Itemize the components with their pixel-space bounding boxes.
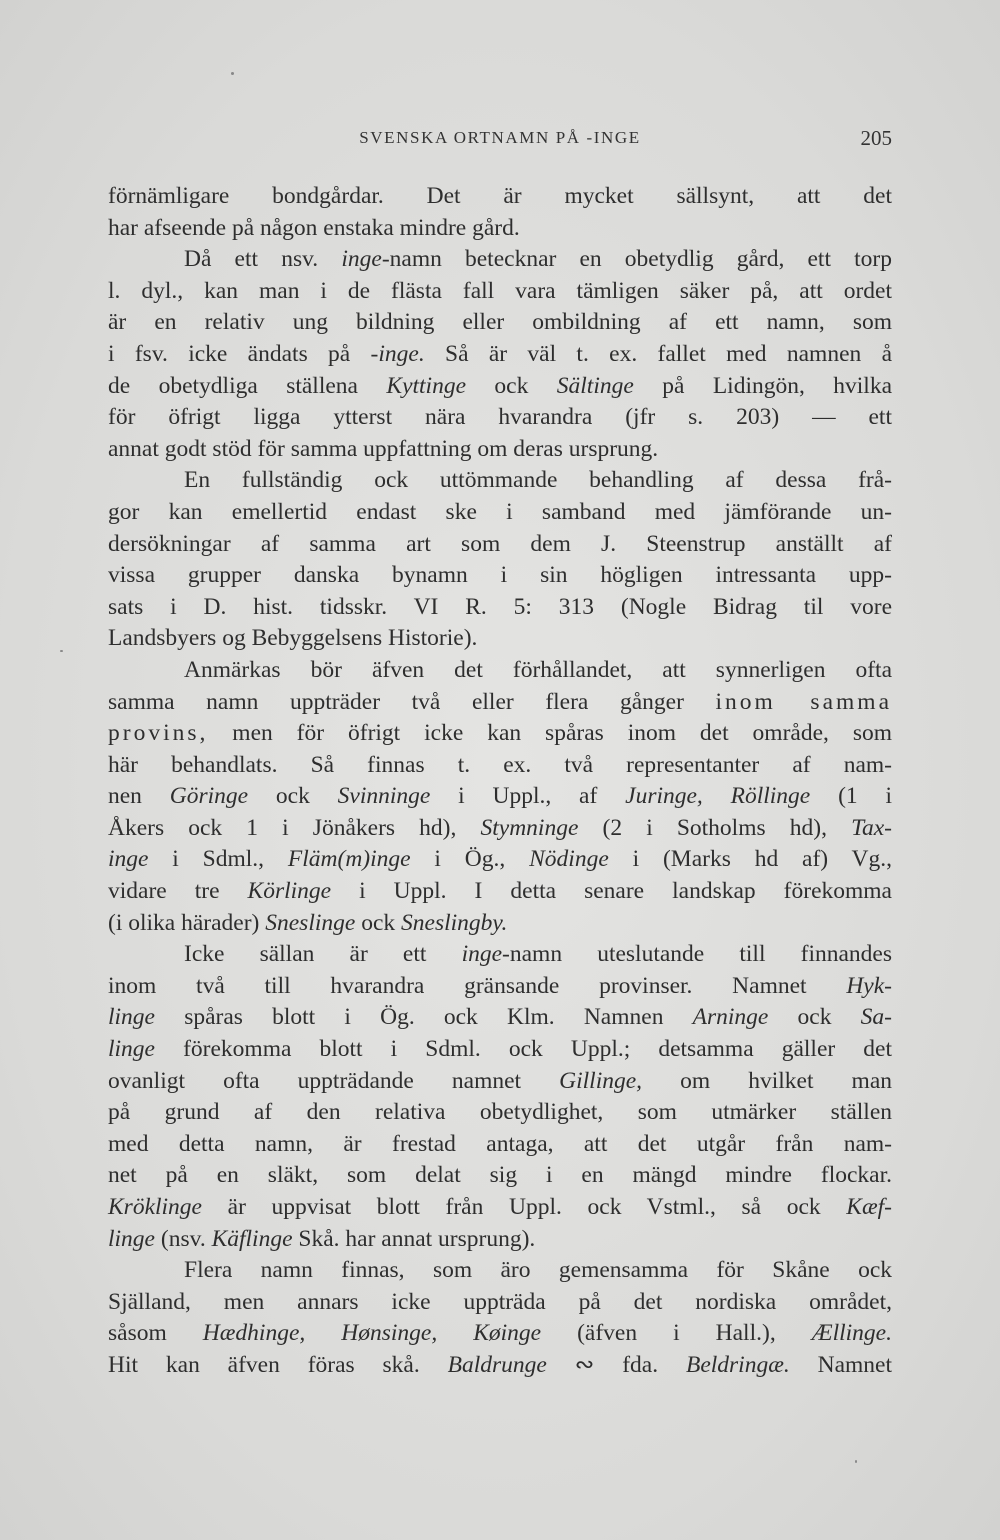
text-segment: i Ög., bbox=[410, 846, 530, 873]
text-segment: Åkers ock 1 i Jönåkers hd), bbox=[108, 814, 481, 841]
text-line bbox=[108, 687, 892, 719]
text-segment: (2 i Sotholms hd), bbox=[578, 814, 852, 841]
text-line bbox=[108, 750, 892, 782]
text-segment: En fullständig ock uttömmande behandling af dessa frå- bbox=[184, 467, 892, 494]
text-segment: Själland, men annars icke uppträda på det nordiska området, bbox=[108, 1288, 892, 1315]
text-line bbox=[108, 1192, 892, 1224]
text-line bbox=[108, 402, 892, 434]
text-segment: här behandlats. Så finnas t. ex. två representanter af nam- bbox=[108, 751, 892, 778]
text-segment: gor kan emellertid endast ske i samband med jämförande un- bbox=[108, 498, 892, 525]
text-segment: i Uppl. I detta senare landskap förekomma bbox=[331, 878, 892, 905]
text-segment: Hit kan äfven föras skå. bbox=[108, 1351, 448, 1378]
text-line bbox=[108, 276, 892, 308]
text-segment: ock bbox=[248, 783, 338, 810]
text-line bbox=[108, 876, 892, 908]
text-line bbox=[108, 971, 892, 1003]
text-line bbox=[108, 718, 892, 750]
text-segment: ovanligt ofta uppträdande namnet bbox=[108, 1067, 560, 1094]
italic-text: inge bbox=[461, 941, 503, 968]
italic-text: Kyttinge bbox=[386, 372, 467, 399]
text-segment: samma namn uppträder två eller flera gånger bbox=[108, 688, 716, 715]
italic-text: Tax- bbox=[851, 814, 893, 841]
italic-text: -inge. bbox=[370, 340, 425, 367]
text-segment: Landsbyers og Bebyggelsens Historie). bbox=[108, 625, 478, 652]
text-segment: såsom bbox=[108, 1320, 203, 1347]
text-line bbox=[108, 908, 892, 940]
text-segment: annat godt stöd för samma uppfattning om deras ursprung. bbox=[108, 435, 659, 462]
text-line bbox=[108, 939, 892, 971]
text-segment: Flera namn finnas, som äro gemensamma för Skåne ock bbox=[184, 1257, 892, 1284]
text-segment: ock bbox=[768, 1004, 861, 1031]
italic-text: Sneslingby. bbox=[401, 909, 508, 936]
page-number: 205 bbox=[860, 126, 892, 150]
text-segment: Så är väl t. ex. fallet med namnen å bbox=[424, 340, 892, 367]
text-segment: Icke sällan är ett bbox=[184, 941, 462, 968]
text-segment: men för öfrigt icke kan spåras inom det område, som bbox=[208, 720, 892, 747]
text-line bbox=[108, 181, 892, 213]
italic-text: Juringe, Röllinge bbox=[625, 783, 811, 810]
text-segment: nen bbox=[108, 783, 170, 810]
running-head: SVENSKA ORTNAMN PÅ -INGE bbox=[359, 128, 641, 147]
text-segment: (i olika härader) bbox=[108, 909, 266, 936]
text-line bbox=[108, 623, 892, 655]
text-segment: de obetydliga ställena bbox=[108, 372, 387, 399]
text-segment: förekomma blott i Sdml. ock Uppl.; detsamma gäller det bbox=[155, 1036, 892, 1063]
text-line bbox=[108, 1255, 892, 1287]
body-text bbox=[108, 181, 892, 1382]
text-segment: i Sdml., bbox=[148, 846, 288, 873]
italic-text: Göringe bbox=[169, 783, 249, 810]
italic-text: Hyk- bbox=[846, 972, 892, 999]
text-segment: sats i D. hist. tidsskr. VI R. 5: 313 (Nogle Bidrag til vore bbox=[108, 593, 892, 620]
italic-text: Nödinge bbox=[529, 846, 609, 873]
text-line bbox=[108, 307, 892, 339]
text-segment: för öfrigt ligga ytterst nära hvarandra (jfr s. 203) — ett bbox=[108, 404, 892, 431]
text-line bbox=[108, 1034, 892, 1066]
text-segment: i (Marks hd af) Vg., bbox=[608, 846, 892, 873]
text-segment: Skå. har annat ursprung). bbox=[292, 1225, 536, 1252]
text-line bbox=[108, 1160, 892, 1192]
text-line bbox=[108, 1097, 892, 1129]
text-segment: inom två till hvarandra gränsande provinser. Namnet bbox=[108, 972, 847, 999]
text-line bbox=[108, 497, 892, 529]
italic-text: Stymninge bbox=[480, 814, 579, 841]
text-line bbox=[108, 465, 892, 497]
text-segment: har afseende på någon enstaka mindre gård. bbox=[108, 214, 520, 241]
text-line bbox=[108, 371, 892, 403]
text-segment: på Lidingön, hvilka bbox=[633, 372, 892, 399]
text-segment: med detta namn, är frestad antaga, att det utgår från nam- bbox=[108, 1130, 892, 1157]
italic-text: Kröklinge bbox=[108, 1194, 202, 1220]
text-segment: är uppvisat blott från Uppl. ock Vstml., så ock bbox=[202, 1194, 847, 1220]
italic-text: Ællinge. bbox=[811, 1320, 892, 1347]
italic-text: Käflinge bbox=[211, 1225, 293, 1252]
italic-text: Arninge bbox=[692, 1004, 769, 1031]
text-segment: -namn betecknar en obetydlig gård, ett torp bbox=[381, 246, 892, 273]
italic-text: Hædhinge, Hønsinge, Køinge bbox=[202, 1320, 542, 1347]
text-segment: -namn uteslutande till finnandes bbox=[502, 941, 892, 968]
text-line bbox=[108, 1129, 892, 1161]
text-segment: är en relativ ung bildning eller ombildning af ett namn, som bbox=[108, 309, 892, 336]
text-line bbox=[108, 781, 892, 813]
text-line bbox=[108, 434, 892, 466]
text-segment: net på en släkt, som delat sig i en mängd mindre flockar. bbox=[108, 1162, 892, 1189]
text-line bbox=[108, 213, 892, 245]
text-segment: på grund af den relativa obetydlighet, som utmärker ställen bbox=[108, 1099, 892, 1126]
text-segment: ock bbox=[466, 372, 557, 399]
text-line bbox=[108, 844, 892, 876]
italic-text: Gillinge, bbox=[559, 1067, 643, 1094]
italic-text: inge bbox=[108, 846, 149, 873]
text-segment: (äfven i Hall.), bbox=[541, 1320, 812, 1347]
italic-text: linge bbox=[108, 1004, 155, 1031]
text-segment: ∾ fda. bbox=[546, 1351, 686, 1378]
page-header bbox=[108, 128, 892, 162]
text-segment: (nsv. bbox=[155, 1225, 212, 1252]
text-line bbox=[108, 655, 892, 687]
text-line bbox=[108, 1066, 892, 1098]
italic-text: Sneslinge bbox=[265, 909, 356, 936]
spaced-text: provins, bbox=[108, 720, 209, 747]
text-line bbox=[108, 529, 892, 561]
text-line bbox=[108, 813, 892, 845]
text-segment: Då ett nsv. bbox=[184, 246, 342, 273]
italic-text: Kæf- bbox=[846, 1194, 892, 1220]
text-segment: spåras blott i Ög. ock Klm. Namnen bbox=[155, 1004, 693, 1031]
italic-text: linge bbox=[108, 1036, 155, 1063]
text-segment: (1 i bbox=[810, 783, 892, 810]
text-segment: l. dyl., kan man i de flästa fall vara tämligen säker på, att ordet bbox=[108, 277, 892, 304]
italic-text: Svinninge bbox=[337, 783, 431, 810]
italic-text: Körlinge bbox=[247, 878, 332, 905]
italic-text: linge bbox=[108, 1225, 155, 1252]
text-segment: ock bbox=[355, 909, 402, 936]
italic-text: Beldringæ. bbox=[685, 1351, 790, 1378]
italic-text: Sa- bbox=[860, 1004, 892, 1031]
text-line bbox=[108, 1318, 892, 1350]
text-segment: Anmärkas bör äfven det förhållandet, att synnerligen ofta bbox=[184, 656, 892, 683]
text-line bbox=[108, 1224, 892, 1256]
text-line bbox=[108, 244, 892, 276]
spaced-text: inom samma bbox=[715, 688, 892, 715]
text-line bbox=[108, 592, 892, 624]
text-segment: Namnet bbox=[789, 1351, 893, 1378]
text-segment: i fsv. icke ändats på bbox=[108, 340, 371, 367]
text-segment: dersökningar af samma art som dem J. Steenstrup anställt af bbox=[108, 530, 892, 557]
text-segment: förnämligare bondgårdar. Det är mycket sällsynt, att det bbox=[108, 183, 892, 209]
italic-text: inge bbox=[341, 246, 382, 273]
text-line bbox=[108, 560, 892, 592]
italic-text: Sältinge bbox=[556, 372, 634, 399]
text-segment: i Uppl., af bbox=[430, 783, 626, 810]
text-line bbox=[108, 1287, 892, 1319]
text-line bbox=[108, 1350, 892, 1382]
italic-text: Fläm(m)inge bbox=[287, 846, 411, 873]
text-segment: vissa grupper danska bynamn i sin högligen intressanta upp- bbox=[108, 562, 892, 589]
italic-text: Baldrunge bbox=[447, 1351, 547, 1378]
text-line bbox=[108, 339, 892, 371]
text-segment: om hvilket man bbox=[642, 1067, 892, 1094]
text-line bbox=[108, 1002, 892, 1034]
text-segment: vidare tre bbox=[108, 878, 248, 905]
